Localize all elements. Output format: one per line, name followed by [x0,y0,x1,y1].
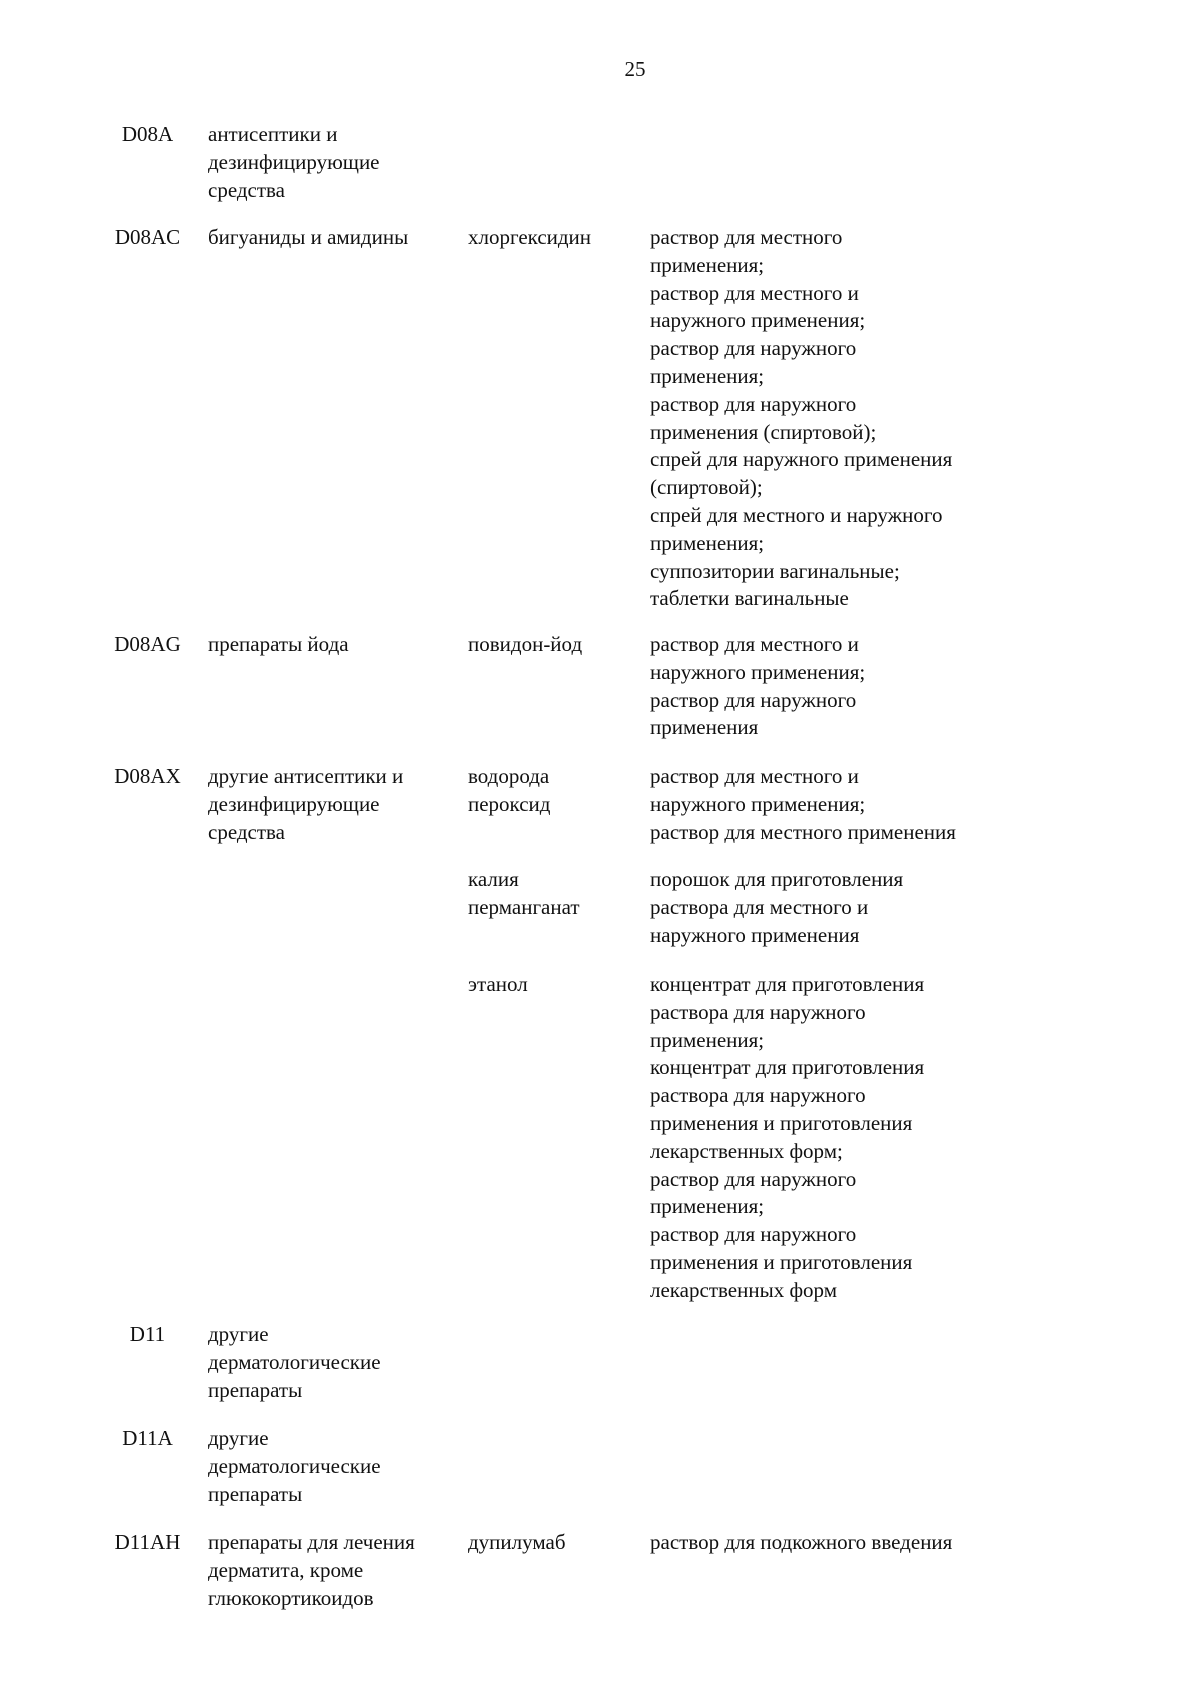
dosage-forms: порошок для приготовления раствора для местного и наружного применения [650,867,904,947]
atc-code: D11AH [114,1530,181,1554]
anatomical-therapeutic-group: другие антисептики и дезинфицирующие средства [208,764,404,844]
atc-code: D08A [121,122,174,146]
atc-code: D08AX [114,764,181,788]
atc-code: D11A [122,1426,173,1450]
page-number: 25 [624,57,646,81]
dosage-forms: раствор для местного и наружного применения; раствор для наружного применения [650,632,866,740]
dosage-forms: раствор для подкожного введения [650,1530,953,1554]
dosage-forms: концентрат для приготовления раствора для наружного применения; концентрат для приготовления раствора для наружного применения и приготовления лекарственных форм; раствор для наружного применения; раствор для наружного применения и приготовления лекарственных форм [650,972,925,1302]
drug-name: этанол [468,972,528,996]
drug-name: дупилумаб [468,1530,566,1554]
anatomical-therapeutic-group: препараты йода [208,632,349,656]
drug-name: хлоргексидин [468,225,592,249]
drug-name: повидон-йод [468,632,583,656]
anatomical-therapeutic-group: препараты для лечения дерматита, кроме глюкокортикоидов [208,1530,415,1610]
anatomical-therapeutic-group: другие дерматологические препараты [208,1322,381,1402]
atc-code: D08AC [114,225,181,249]
dosage-forms: раствор для местного и наружного применения; раствор для местного применения [650,764,956,844]
atc-code: D11 [129,1322,166,1346]
atc-code: D08AG [114,632,181,656]
dosage-forms: раствор для местного применения; раствор для местного и наружного применения; раствор для наружного применения; раствор для наружного применения (спиртовой); спрей для наружного применения (спиртовой); спрей для местного и наружного применения; суппозитории вагинальные; таблетки вагинальные [650,225,953,611]
anatomical-therapeutic-group: антисептики и дезинфицирующие средства [208,122,380,202]
anatomical-therapeutic-group: другие дерматологические препараты [208,1426,381,1506]
drug-name: калия перманганат [468,867,580,919]
drug-name: водорода пероксид [468,764,551,816]
anatomical-therapeutic-group: бигуаниды и амидины [208,225,409,249]
